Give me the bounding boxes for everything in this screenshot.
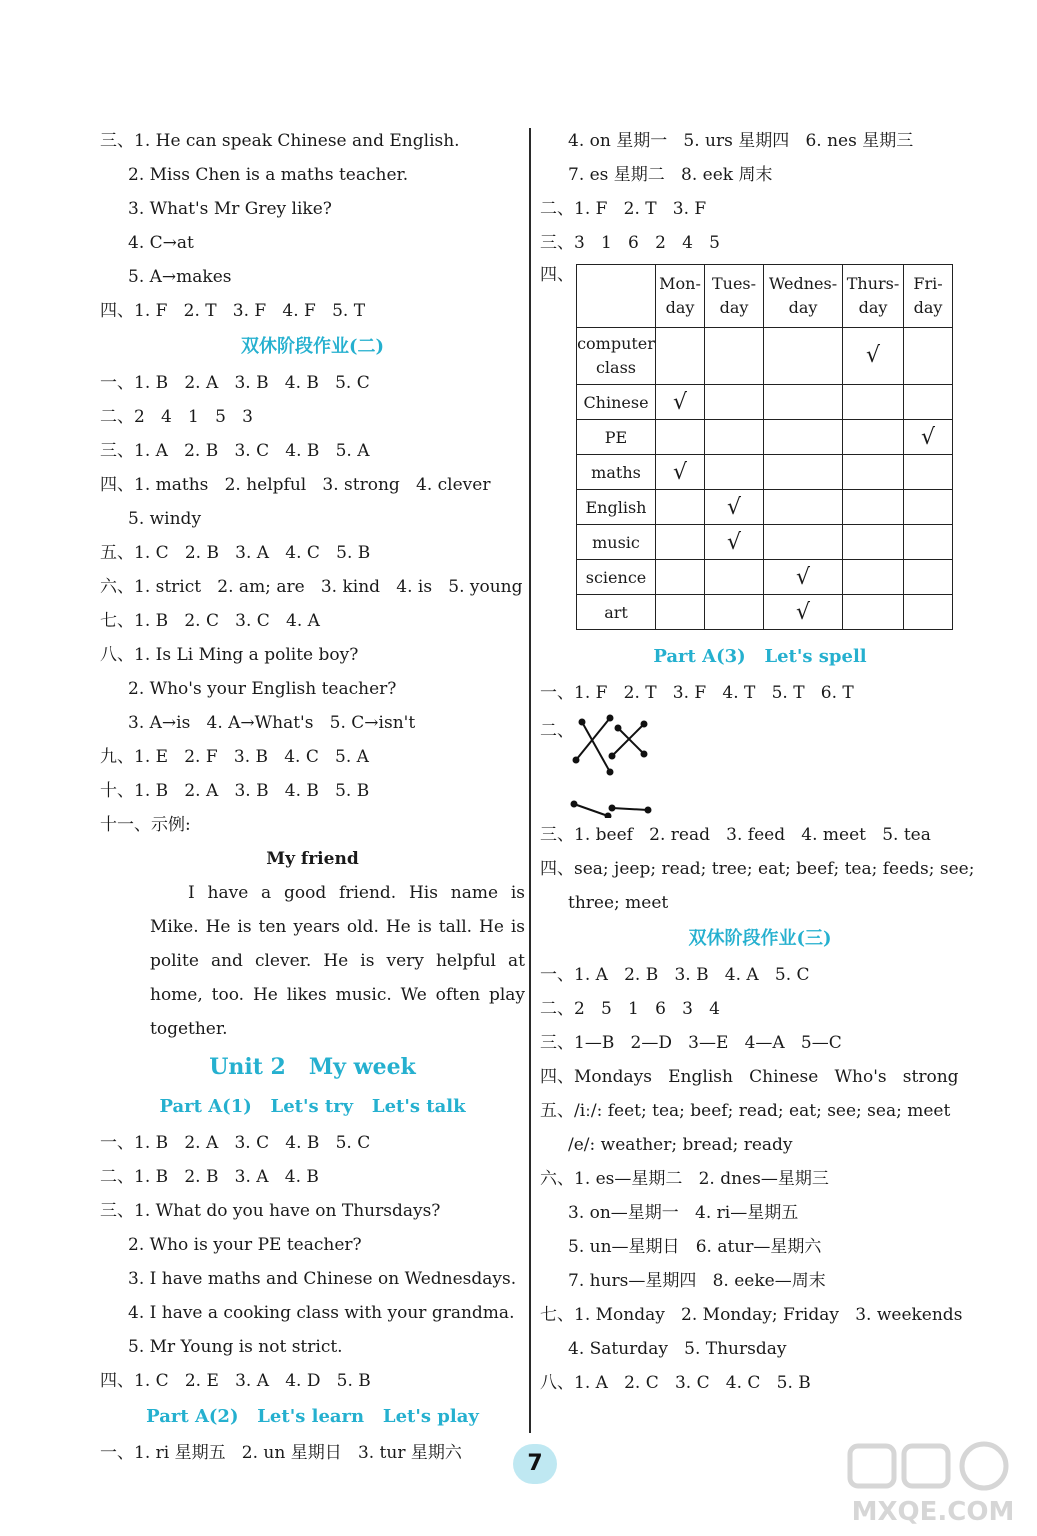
check-mark: √ [920, 424, 936, 450]
answer-line: 三、1. A 2. B 3. C 4. B 5. A [100, 441, 370, 461]
answer-line: 一、1. ri 星期五 2. un 星期日 3. tur 星期六 [100, 1443, 462, 1463]
day-header: Mon- day [656, 265, 705, 328]
answer-line: 二、2 5 1 6 3 4 [540, 999, 720, 1019]
answer-line: 3. What's Mr Grey like? [128, 199, 332, 219]
section-heading: 双休阶段作业(三) [688, 928, 832, 949]
answer-line: 九、1. E 2. F 3. B 4. C 5. A [100, 747, 369, 767]
answer-line: 三、1. What do you have on Thursdays? [100, 1201, 441, 1221]
check-mark: √ [672, 459, 688, 485]
answer-line: 三、1. beef 2. read 3. feed 4. meet 5. tea [540, 825, 931, 845]
matching-answer [540, 710, 980, 818]
answer-line: 5. un—星期日 6. atur—星期六 [568, 1237, 822, 1257]
answer-line: 5. windy [128, 509, 202, 529]
question-label: 四、 [540, 265, 574, 285]
left-column [100, 124, 525, 1470]
answer-line: 四、sea; jeep; read; tree; eat; beef; tea; feeds; see; [540, 859, 975, 879]
answer-line: 七、1. Monday 2. Monday; Friday 3. weekends [540, 1305, 963, 1325]
watermark-logo [838, 1440, 1028, 1530]
check-mark: √ [865, 342, 881, 368]
schedule-section [540, 264, 980, 630]
composition-text: I have a good friend. His name is Mike. He is ten years old. He is tall. He is polite and clever. He is very helpful at home, too. He likes music. We often play together. [150, 883, 525, 1039]
answer-line: 5. A→makes [128, 267, 232, 287]
subject-cell: PE [577, 420, 656, 455]
answer-line: 六、1. strict 2. am; are 3. kind 4. is 5. young [100, 577, 523, 597]
answer-line: 四、Mondays English Chinese Who's strong [540, 1067, 959, 1087]
answer-line: 2. Who is your PE teacher? [128, 1235, 362, 1255]
answer-line: 四、1. C 2. E 3. A 4. D 5. B [100, 1371, 371, 1391]
answer-line: 七、1. B 2. C 3. C 4. A [100, 611, 320, 631]
check-mark: √ [672, 389, 688, 415]
answer-line: 三、3 1 6 2 4 5 [540, 233, 720, 253]
column-divider [529, 128, 531, 1433]
section-heading: Part A(1) Let's try Let's talk [159, 1096, 466, 1117]
day-header: Thurs- day [843, 265, 904, 328]
check-mark: √ [726, 529, 742, 555]
answer-line: 7. es 星期二 8. eek 周末 [568, 165, 773, 185]
subject-cell: computer class [577, 328, 656, 385]
answer-line: 4. on 星期一 5. urs 星期四 6. nes 星期三 [568, 131, 914, 151]
answer-line: 二、1. F 2. T 3. F [540, 199, 707, 219]
answer-line: 4. I have a cooking class with your grandma. [128, 1303, 515, 1323]
page-number: 7 [513, 1444, 557, 1484]
subject-cell: English [577, 490, 656, 525]
answer-line: 十一、示例: [100, 815, 191, 835]
subject-cell: music [577, 525, 656, 560]
unit-title: Unit 2 My week [209, 1054, 416, 1080]
right-column [540, 124, 980, 1400]
question-label: 二、 [540, 721, 574, 741]
answer-line: 五、/iː/: feet; tea; beef; read; eat; see; sea; meet [540, 1101, 951, 1121]
answer-line: 3. A→is 4. A→What's 5. C→isn't [128, 713, 416, 733]
check-mark: √ [795, 599, 811, 625]
svg-text:MXQE.COM: MXQE.COM [851, 1497, 1015, 1527]
matching-lines [564, 710, 704, 818]
subject-cell: art [577, 595, 656, 630]
answer-line: 3. I have maths and Chinese on Wednesdays. [128, 1269, 517, 1289]
section-heading: Part A(2) Let's learn Let's play [146, 1406, 479, 1427]
answer-line: 十、1. B 2. A 3. B 4. B 5. B [100, 781, 370, 801]
day-header: Wednes- day [764, 265, 843, 328]
section-heading: 双休阶段作业(二) [240, 336, 385, 357]
answer-line: three; meet [568, 893, 669, 913]
answer-line: 2. Miss Chen is a maths teacher. [128, 165, 409, 185]
answer-line: 一、1. B 2. A 3. C 4. B 5. C [100, 1133, 371, 1153]
answer-line: 六、1. es—星期二 2. dnes—星期三 [540, 1169, 829, 1189]
answer-line: 三、1. He can speak Chinese and English. [100, 131, 460, 151]
section-heading: Part A(3) Let's spell [653, 646, 867, 667]
answer-line: 4. Saturday 5. Thursday [568, 1339, 787, 1359]
answer-line: 5. Mr Young is not strict. [128, 1337, 343, 1357]
subject-cell: science [577, 560, 656, 595]
answer-line: 五、1. C 2. B 3. A 4. C 5. B [100, 543, 371, 563]
answer-line: 二、1. B 2. B 3. A 4. B [100, 1167, 319, 1187]
schedule-table [576, 264, 953, 630]
answer-line: 四、1. F 2. T 3. F 4. F 5. T [100, 301, 366, 321]
check-mark: √ [726, 494, 742, 520]
answer-line: /e/: weather; bread; ready [568, 1135, 793, 1155]
day-header: Fri- day [904, 265, 953, 328]
answer-line: 2. Who's your English teacher? [128, 679, 397, 699]
answer-line: 4. C→at [128, 233, 194, 253]
subject-cell: maths [577, 455, 656, 490]
corner-cell [577, 265, 656, 328]
answer-line: 一、1. B 2. A 3. B 4. B 5. C [100, 373, 370, 393]
answer-line: 四、1. maths 2. helpful 3. strong 4. clever [100, 475, 491, 495]
answer-line: 二、2 4 1 5 3 [100, 407, 253, 427]
answer-line: 7. hurs—星期四 8. eeke—周末 [568, 1271, 826, 1291]
check-mark: √ [795, 564, 811, 590]
answer-line: 一、1. A 2. B 3. B 4. A 5. C [540, 965, 810, 985]
day-header: Tues- day [705, 265, 764, 328]
composition-title: My friend [266, 849, 359, 869]
answer-line: 八、1. A 2. C 3. C 4. C 5. B [540, 1373, 811, 1393]
answer-line: 八、1. Is Li Ming a polite boy? [100, 645, 359, 665]
answer-line: 一、1. F 2. T 3. F 4. T 5. T 6. T [540, 683, 854, 703]
answer-line: 3. on—星期一 4. ri—星期五 [568, 1203, 799, 1223]
subject-cell: Chinese [577, 385, 656, 420]
answer-line: 三、1—B 2—D 3—E 4—A 5—C [540, 1033, 842, 1053]
